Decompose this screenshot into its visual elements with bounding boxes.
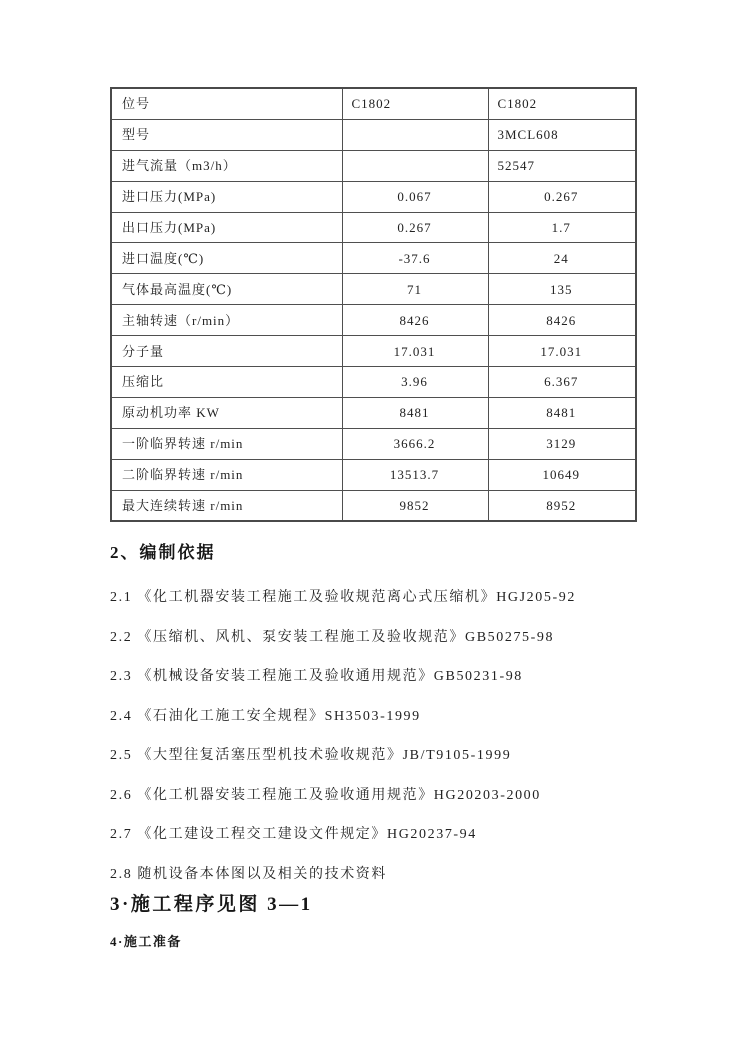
table-cell-label: 进口温度(℃) [111, 243, 342, 274]
table-cell-label: 二阶临界转速 r/min [111, 459, 342, 490]
reference-item-2-8: 2.8 随机设备本体图以及相关的技术资料 [110, 866, 387, 882]
reference-item-2-1: 2.1 《化工机器安装工程施工及验收规范离心式压缩机》HGJ205-92 [110, 590, 576, 605]
table-cell-value: 1.7 [488, 212, 636, 243]
table-cell-value: 8481 [342, 397, 488, 428]
table-cell-value: 24 [488, 243, 636, 274]
table-row [111, 181, 636, 212]
table-cell-value: 52547 [488, 150, 636, 181]
table-cell-value: 10649 [488, 459, 636, 490]
table-row [111, 243, 636, 274]
reference-item-2-2: 2.2 《压缩机、风机、泵安装工程施工及验收规范》GB50275-98 [110, 629, 555, 645]
table-cell-label: 一阶临界转速 r/min [111, 428, 342, 459]
table-row [111, 367, 636, 398]
table-row [111, 459, 636, 490]
table-cell-value: 3MCL608 [488, 119, 636, 150]
table-row [111, 305, 636, 336]
table-row [111, 150, 636, 181]
table-cell-value: 17.031 [342, 336, 488, 367]
table-cell-value: 8426 [488, 305, 636, 336]
table-cell-value: 3129 [488, 428, 636, 459]
table-cell-label: 气体最高温度(℃) [111, 274, 342, 305]
table-row [111, 490, 636, 521]
table-cell-value: 3666.2 [342, 428, 488, 459]
table-cell-value: 135 [488, 274, 636, 305]
table-row [111, 336, 636, 367]
table-row [111, 88, 636, 119]
table-cell-value: 6.367 [488, 367, 636, 398]
table-cell-value: 3.96 [342, 367, 488, 398]
reference-item-2-4: 2.4 《石油化工施工安全规程》SH3503-1999 [110, 708, 421, 724]
table-cell-label: 最大连续转速 r/min [111, 490, 342, 521]
table-cell-value: C1802 [488, 88, 636, 119]
table-cell-label: 进口压力(MPa) [111, 181, 342, 212]
table-row [111, 212, 636, 243]
table-cell-label: 原动机功率 KW [111, 397, 342, 428]
section-heading-4: 4·施工准备 [110, 934, 182, 949]
section-heading-2: 2、编制依据 [110, 543, 216, 562]
table-cell-value: 0.067 [342, 181, 488, 212]
table-row [111, 119, 636, 150]
table-cell-value: 8426 [342, 305, 488, 336]
table-row [111, 274, 636, 305]
table-cell-value: C1802 [342, 88, 488, 119]
table-cell-label: 出口压力(MPa) [111, 212, 342, 243]
table-cell-label: 分子量 [111, 336, 342, 367]
section-heading-3: 3·施工程序见图 3—1 [110, 894, 313, 915]
reference-item-2-5: 2.5 《大型往复活塞压型机技术验收规范》JB/T9105-1999 [110, 748, 512, 763]
compressor-spec-table-wrap [110, 87, 637, 522]
table-row [111, 428, 636, 459]
table-cell-label: 主轴转速（r/min） [111, 305, 342, 336]
table-cell-value: 0.267 [488, 181, 636, 212]
table-cell-label: 进气流量（m3/h） [111, 150, 342, 181]
table-cell-value [342, 119, 488, 150]
table-cell-value: 17.031 [488, 336, 636, 367]
table-cell-value: 8952 [488, 490, 636, 521]
table-cell-value: 8481 [488, 397, 636, 428]
reference-item-2-3: 2.3 《机械设备安装工程施工及验收通用规范》GB50231-98 [110, 669, 523, 684]
reference-item-2-7: 2.7 《化工建设工程交工建设文件规定》HG20237-94 [110, 827, 477, 842]
table-cell-label: 型号 [111, 119, 342, 150]
table-cell-label: 位号 [111, 88, 342, 119]
table-row [111, 397, 636, 428]
table-cell-value: 0.267 [342, 212, 488, 243]
compressor-spec-table [110, 87, 637, 522]
table-cell-value [342, 150, 488, 181]
table-cell-value: 9852 [342, 490, 488, 521]
table-cell-value: 71 [342, 274, 488, 305]
table-cell-value: 13513.7 [342, 459, 488, 490]
reference-item-2-6: 2.6 《化工机器安装工程施工及验收通用规范》HG20203-2000 [110, 787, 541, 803]
table-cell-value: -37.6 [342, 243, 488, 274]
table-cell-label: 压缩比 [111, 367, 342, 398]
